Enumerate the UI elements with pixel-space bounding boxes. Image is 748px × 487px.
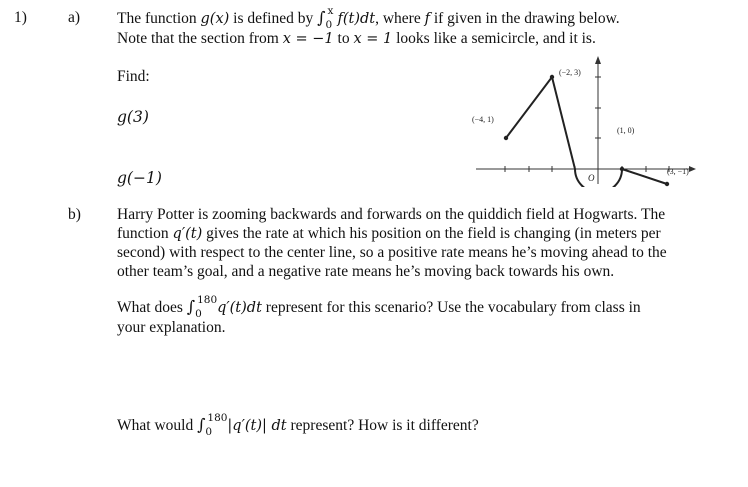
integral-sign: ∫ [186,297,196,316]
part-a-text: looks like a semicircle, and it is. [392,30,596,47]
integrand: q′(t)dt [217,300,262,316]
integral-sign: ∫ [197,415,206,434]
part-b-line-3: second) with respect to the center line, so a positive rate means he’s moving ahead to the [117,244,667,261]
integral-limits [325,5,337,31]
part-a-text: The function [117,10,201,27]
label-point-3-neg1: (3, −1) [667,167,689,176]
part-a-letter: a) [68,9,81,26]
x-axis-arrow-icon [689,166,696,172]
x-eq-neg1: x = −1 [282,31,334,47]
g-of-x: g(x) [200,11,230,27]
question-2-text: What would [117,417,198,434]
question-1-line-1 [117,294,641,320]
g-of-neg-1: g(−1) [117,169,162,187]
question-2-text: represent? How is it different? [286,417,479,434]
x-eq-1: x = 1 [353,31,393,47]
part-a-text: , where [375,10,425,27]
part-a-text: to [333,30,354,47]
g-of-3: g(3) [117,108,149,126]
find-label: Find: [117,68,150,85]
problem-number: 1) [14,9,27,26]
part-b-line-4: other team’s goal, and a negative rate means he’s moving back towards his own. [117,263,615,280]
integral-lower: 0 [195,308,202,320]
part-b-text: gives the rate at which his position on the field is changing (in meters per [202,225,661,242]
question-1-text: What does [117,299,187,316]
part-a-text: Note that the section from [117,30,283,47]
label-point-neg4-1: (−4, 1) [472,115,494,124]
curve-linear-part [506,77,575,169]
integral-lower: 0 [205,426,213,438]
part-b-text: function [117,225,173,242]
label-point-1-0: (1, 0) [617,126,635,135]
integrand: |q′(t)| dt [227,418,287,434]
part-a-line-2 [117,29,596,49]
question-1-text: represent for this scenario? Use the vocabulary from class in [261,299,641,316]
part-a-line-1 [117,5,620,31]
integral-limits [195,294,218,320]
integral-lower: 0 [325,19,333,31]
part-b-line-1: Harry Potter is zooming backwards and forwards on the quiddich field at Hogwarts. The [117,206,666,223]
point-3-neg1 [665,182,669,186]
f-symbol: f [424,11,430,27]
point-1-0 [620,167,624,171]
integral-limits [205,412,228,438]
function-graph [470,52,710,187]
axis-ticks [505,77,669,172]
integrand: f(t)dt [337,11,376,27]
q-prime-t: q′(t) [172,226,203,242]
point-neg2-3 [550,75,554,79]
part-a-text: is defined by [229,10,318,27]
part-b-letter: b) [68,206,81,223]
label-point-neg2-3: (−2, 3) [559,68,581,77]
part-a-text: if given in the drawing below. [429,10,620,27]
integral-upper: 180 [207,412,228,424]
y-axis-arrow-icon [595,56,601,64]
curve-final-segment [622,169,667,184]
part-b-line-2 [117,224,661,244]
origin-label: O [588,173,595,183]
question-2 [117,412,479,438]
integral-sign: ∫ [317,8,326,27]
integral-upper: 180 [197,294,218,306]
point-neg4-1 [504,136,508,140]
integral-upper: x [327,5,334,17]
question-1-line-2: your explanation. [117,319,226,336]
